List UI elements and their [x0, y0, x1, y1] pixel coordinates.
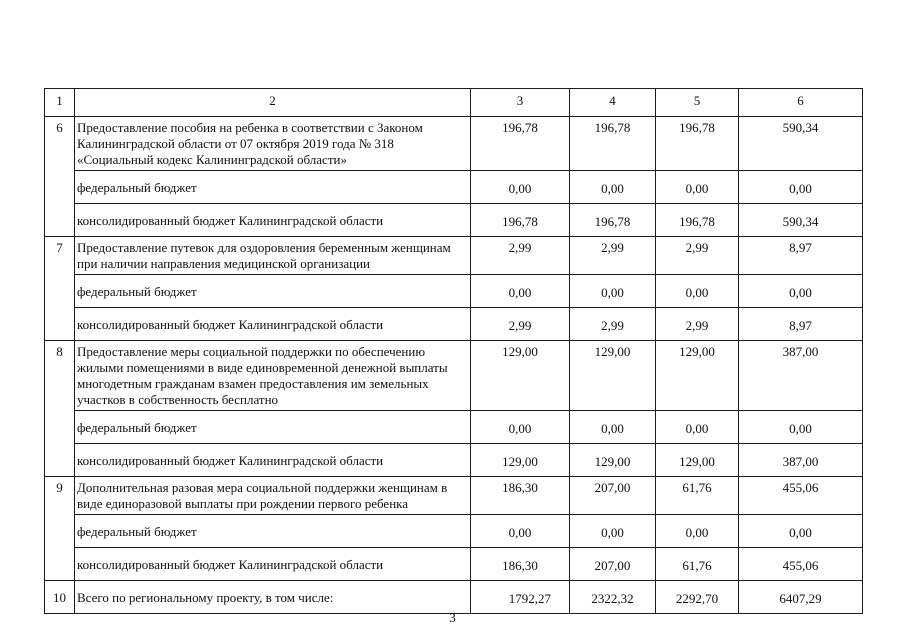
row-value: 2,99: [570, 237, 656, 275]
header-cell: 6: [739, 89, 863, 117]
row-value: 186,30: [471, 477, 570, 515]
row-value: 196,78: [656, 204, 739, 237]
row-value: 2,99: [570, 308, 656, 341]
table-row: [45, 411, 863, 444]
row-index-empty: [45, 444, 75, 477]
row-index: 10: [45, 581, 75, 614]
table-row-total: [45, 581, 863, 614]
row-value: 0,00: [656, 275, 739, 308]
row-value: 0,00: [471, 275, 570, 308]
row-value: 186,30: [471, 548, 570, 581]
table-row: [45, 341, 863, 411]
table-row: [45, 237, 863, 275]
row-name: федеральный бюджет: [75, 275, 471, 308]
row-value: 2,99: [471, 308, 570, 341]
header-cell: 4: [570, 89, 656, 117]
row-value: 1792,27: [471, 581, 570, 614]
row-value: 0,00: [656, 515, 739, 548]
row-value: 207,00: [570, 548, 656, 581]
row-index-empty: [45, 204, 75, 237]
row-index: 9: [45, 477, 75, 515]
row-value: 455,06: [739, 477, 863, 515]
table-row: [45, 444, 863, 477]
row-value: 0,00: [739, 515, 863, 548]
row-index-empty: [45, 515, 75, 548]
row-index-empty: [45, 548, 75, 581]
row-value: 129,00: [656, 444, 739, 477]
header-cell: 1: [45, 89, 75, 117]
row-name: Предоставление пособия на ребенка в соответствии с Законом Калининградской области от 07 октября 2019 года № 318 «Социальный кодекс Калининградской области»: [75, 117, 471, 171]
row-value: 2322,32: [570, 581, 656, 614]
header-cell: 2: [75, 89, 471, 117]
row-value: 196,78: [570, 117, 656, 171]
row-value: 207,00: [570, 477, 656, 515]
header-cell: 3: [471, 89, 570, 117]
row-name: консолидированный бюджет Калининградской области: [75, 444, 471, 477]
row-value: 61,76: [656, 548, 739, 581]
table-row: [45, 477, 863, 515]
row-value: 387,00: [739, 444, 863, 477]
row-value: 0,00: [739, 275, 863, 308]
row-value: 61,76: [656, 477, 739, 515]
row-value: 129,00: [570, 341, 656, 411]
row-index: 6: [45, 117, 75, 171]
row-value: 0,00: [656, 411, 739, 444]
row-value: 129,00: [471, 444, 570, 477]
table-row: [45, 171, 863, 204]
row-value: 2292,70: [656, 581, 739, 614]
row-value: 0,00: [471, 171, 570, 204]
row-name: федеральный бюджет: [75, 411, 471, 444]
table-row: [45, 204, 863, 237]
row-value: 590,34: [739, 117, 863, 171]
row-name: консолидированный бюджет Калининградской области: [75, 204, 471, 237]
row-index: 7: [45, 237, 75, 275]
row-name: Дополнительная разовая мера социальной поддержки женщинам в виде единоразовой выплаты при рождении первого ребенка: [75, 477, 471, 515]
row-value: 196,78: [570, 204, 656, 237]
row-index-empty: [45, 411, 75, 444]
table-row: [45, 515, 863, 548]
row-value: 0,00: [739, 171, 863, 204]
row-value: 0,00: [656, 171, 739, 204]
row-value: 196,78: [471, 117, 570, 171]
row-value: 590,34: [739, 204, 863, 237]
row-value: 2,99: [656, 237, 739, 275]
row-value: 0,00: [570, 275, 656, 308]
row-value: 0,00: [471, 515, 570, 548]
row-index-empty: [45, 308, 75, 341]
table-row: [45, 308, 863, 341]
row-value: 0,00: [739, 411, 863, 444]
row-value: 0,00: [570, 171, 656, 204]
row-name: Предоставление меры социальной поддержки по обеспечению жилыми помещениями в виде единовременной денежной выплаты многодетным гражданам взамен предоставления им земельных участков в собственность бесплатно: [75, 341, 471, 411]
row-name: федеральный бюджет: [75, 515, 471, 548]
table-header-row: [45, 89, 863, 117]
row-value: 2,99: [471, 237, 570, 275]
table-row: [45, 275, 863, 308]
row-value: 387,00: [739, 341, 863, 411]
row-index: 8: [45, 341, 75, 411]
row-value: 2,99: [656, 308, 739, 341]
header-cell: 5: [656, 89, 739, 117]
row-value: 8,97: [739, 237, 863, 275]
row-value: 129,00: [656, 341, 739, 411]
budget-table: [44, 88, 863, 614]
row-value: 6407,29: [739, 581, 863, 614]
row-name: Всего по региональному проекту, в том числе:: [75, 581, 471, 614]
row-value: 0,00: [570, 411, 656, 444]
row-value: 0,00: [570, 515, 656, 548]
row-value: 129,00: [471, 341, 570, 411]
row-index-empty: [45, 171, 75, 204]
table-row: [45, 117, 863, 171]
row-name: федеральный бюджет: [75, 171, 471, 204]
row-name: Предоставление путевок для оздоровления беременным женщинам при наличии направления медицинской организации: [75, 237, 471, 275]
row-value: 129,00: [570, 444, 656, 477]
row-name: консолидированный бюджет Калининградской области: [75, 548, 471, 581]
row-value: 196,78: [656, 117, 739, 171]
row-index-empty: [45, 275, 75, 308]
page-number: 3: [449, 610, 456, 625]
row-value: 8,97: [739, 308, 863, 341]
row-value: 196,78: [471, 204, 570, 237]
table-row: [45, 548, 863, 581]
row-name: консолидированный бюджет Калининградской области: [75, 308, 471, 341]
row-value: 455,06: [739, 548, 863, 581]
row-value: 0,00: [471, 411, 570, 444]
